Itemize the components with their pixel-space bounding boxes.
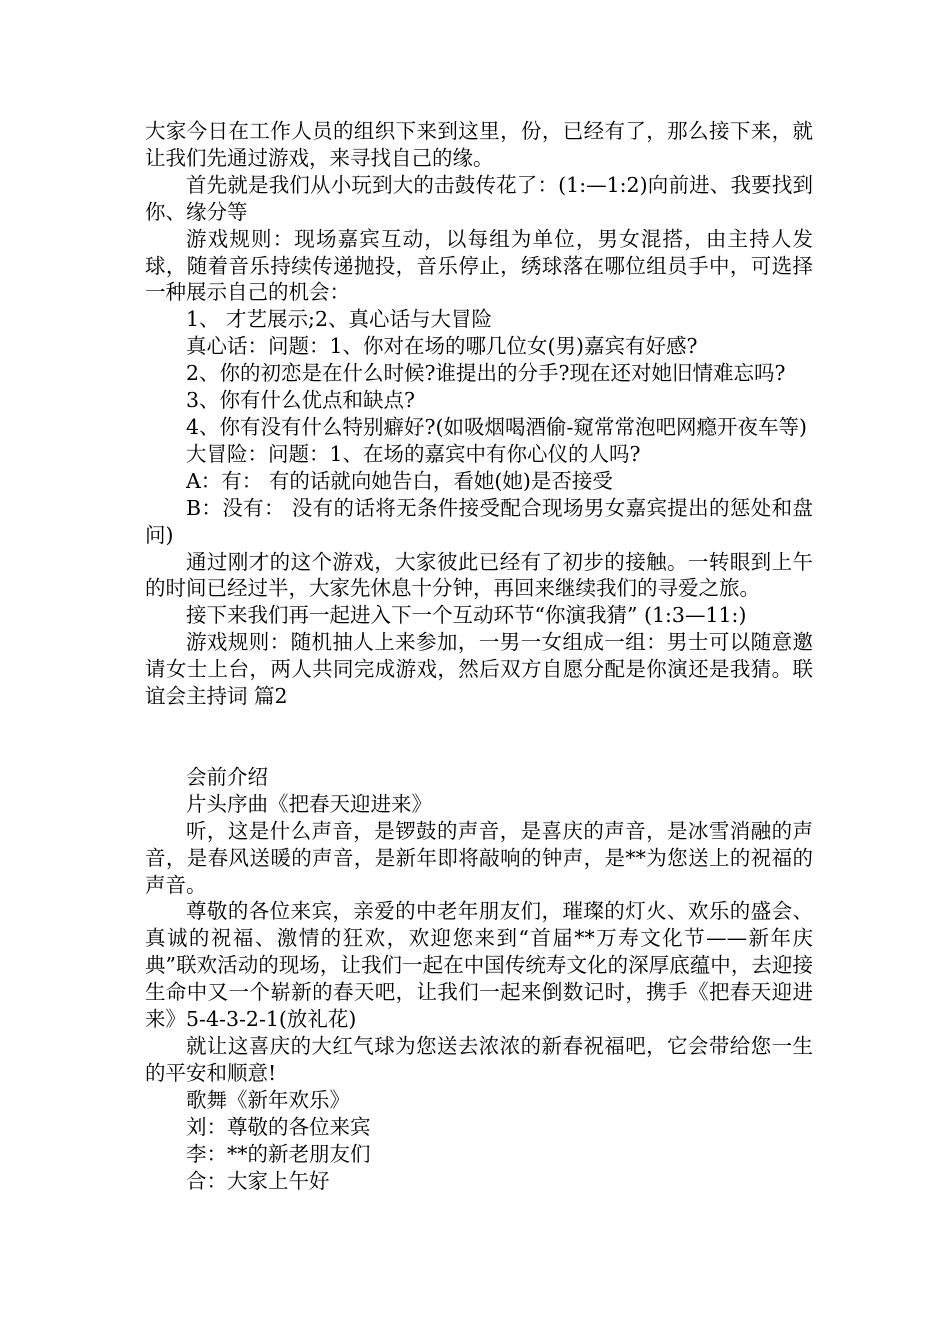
paragraph: 1、 才艺展示;2、真心话与大冒险 (186, 307, 493, 332)
paragraph: 刘：尊敬的各位来宾 (186, 1114, 371, 1139)
paragraph: 3、你有什么优点和缺点? (186, 388, 416, 413)
paragraph: A：有： 有的话就向她告白，看她(她)是否接受 (186, 468, 613, 493)
paragraph: 大冒险：问题：1、在场的嘉宾中有你心仪的人吗? (186, 441, 641, 466)
paragraph: B：没有： 没有的话将无条件接受配合现场男女嘉宾提出的惩处和盘问) (145, 495, 813, 547)
paragraph: 李：**的新老朋友们 (186, 1141, 371, 1166)
paragraph: 片头序曲《把春天迎进来》 (186, 791, 432, 816)
document-page (145, 118, 813, 1194)
paragraph: 大家今日在工作人员的组织下来到这里，份，已经有了，那么接下来，就让我们先通过游戏，来寻找自己的缘。 (145, 119, 813, 170)
section-part2 (145, 764, 813, 1195)
section-part1 (145, 118, 813, 710)
paragraph: 游戏规则：现场嘉宾互动，以每组为单位，男女混搭，由主持人发球，随着音乐持续传递抛投，音乐停止，绣球落在哪位组员手中，可选择一种展示自己的机会： (145, 226, 813, 305)
paragraph: 4、你有没有什么特别癖好?(如吸烟喝酒偷-窥常常泡吧网瘾开夜车等) (186, 414, 807, 439)
paragraph: 游戏规则：随机抽人上来参加，一男一女组成一组：男士可以随意邀请女士上台，两人共同完成游戏，然后双方自愿分配是你演还是我猜。联谊会主持词 篇2 (145, 630, 813, 709)
paragraph: 通过刚才的这个游戏，大家彼此已经有了初步的接触。一转眼到上午的时间已经过半，大家先休息十分钟，再回来继续我们的寻爱之旅。 (145, 549, 813, 601)
section-spacer (145, 710, 813, 764)
section-heading: 会前介绍 (186, 764, 268, 789)
paragraph: 就让这喜庆的大红气球为您送去浓浓的新春祝福吧，它会带给您一生的平安和顺意! (145, 1034, 813, 1085)
paragraph: 2、你的初恋是在什么时候?谁提出的分手?现在还对她旧情难忘吗? (186, 361, 786, 386)
paragraph: 歌舞《新年欢乐》 (186, 1087, 350, 1112)
paragraph: 真心话：问题：1、你对在场的哪几位女(男)嘉宾有好感? (186, 334, 698, 359)
paragraph: 接下来我们再一起进入下一个互动环节“你演我猜” (1:3—11:) (186, 603, 747, 628)
paragraph: 首先就是我们从小玩到大的击鼓传花了：(1:—1:2)向前进、我要找到你、缘分等 (145, 172, 813, 224)
paragraph: 合：大家上午好 (186, 1168, 330, 1193)
paragraph: 尊敬的各位来宾，亲爱的中老年朋友们，璀璨的灯火、欢乐的盛会、真诚的祝福、激情的狂欢，欢迎您来到“首届**万寿文化节——新年庆典”联欢活动的现场，让我们一起在中国传统寿文化的深厚底蕴中，去迎接生命中又一个崭新的春天吧，让我们一起来倒数记时，携手《把春天迎进来》5-4-3-2-1(放礼花) (145, 899, 813, 1032)
paragraph: 听，这是什么声音，是锣鼓的声音，是喜庆的声音，是冰雪消融的声音，是春风送暖的声音，是新年即将敲响的钟声，是**为您送上的祝福的声音。 (145, 818, 813, 897)
